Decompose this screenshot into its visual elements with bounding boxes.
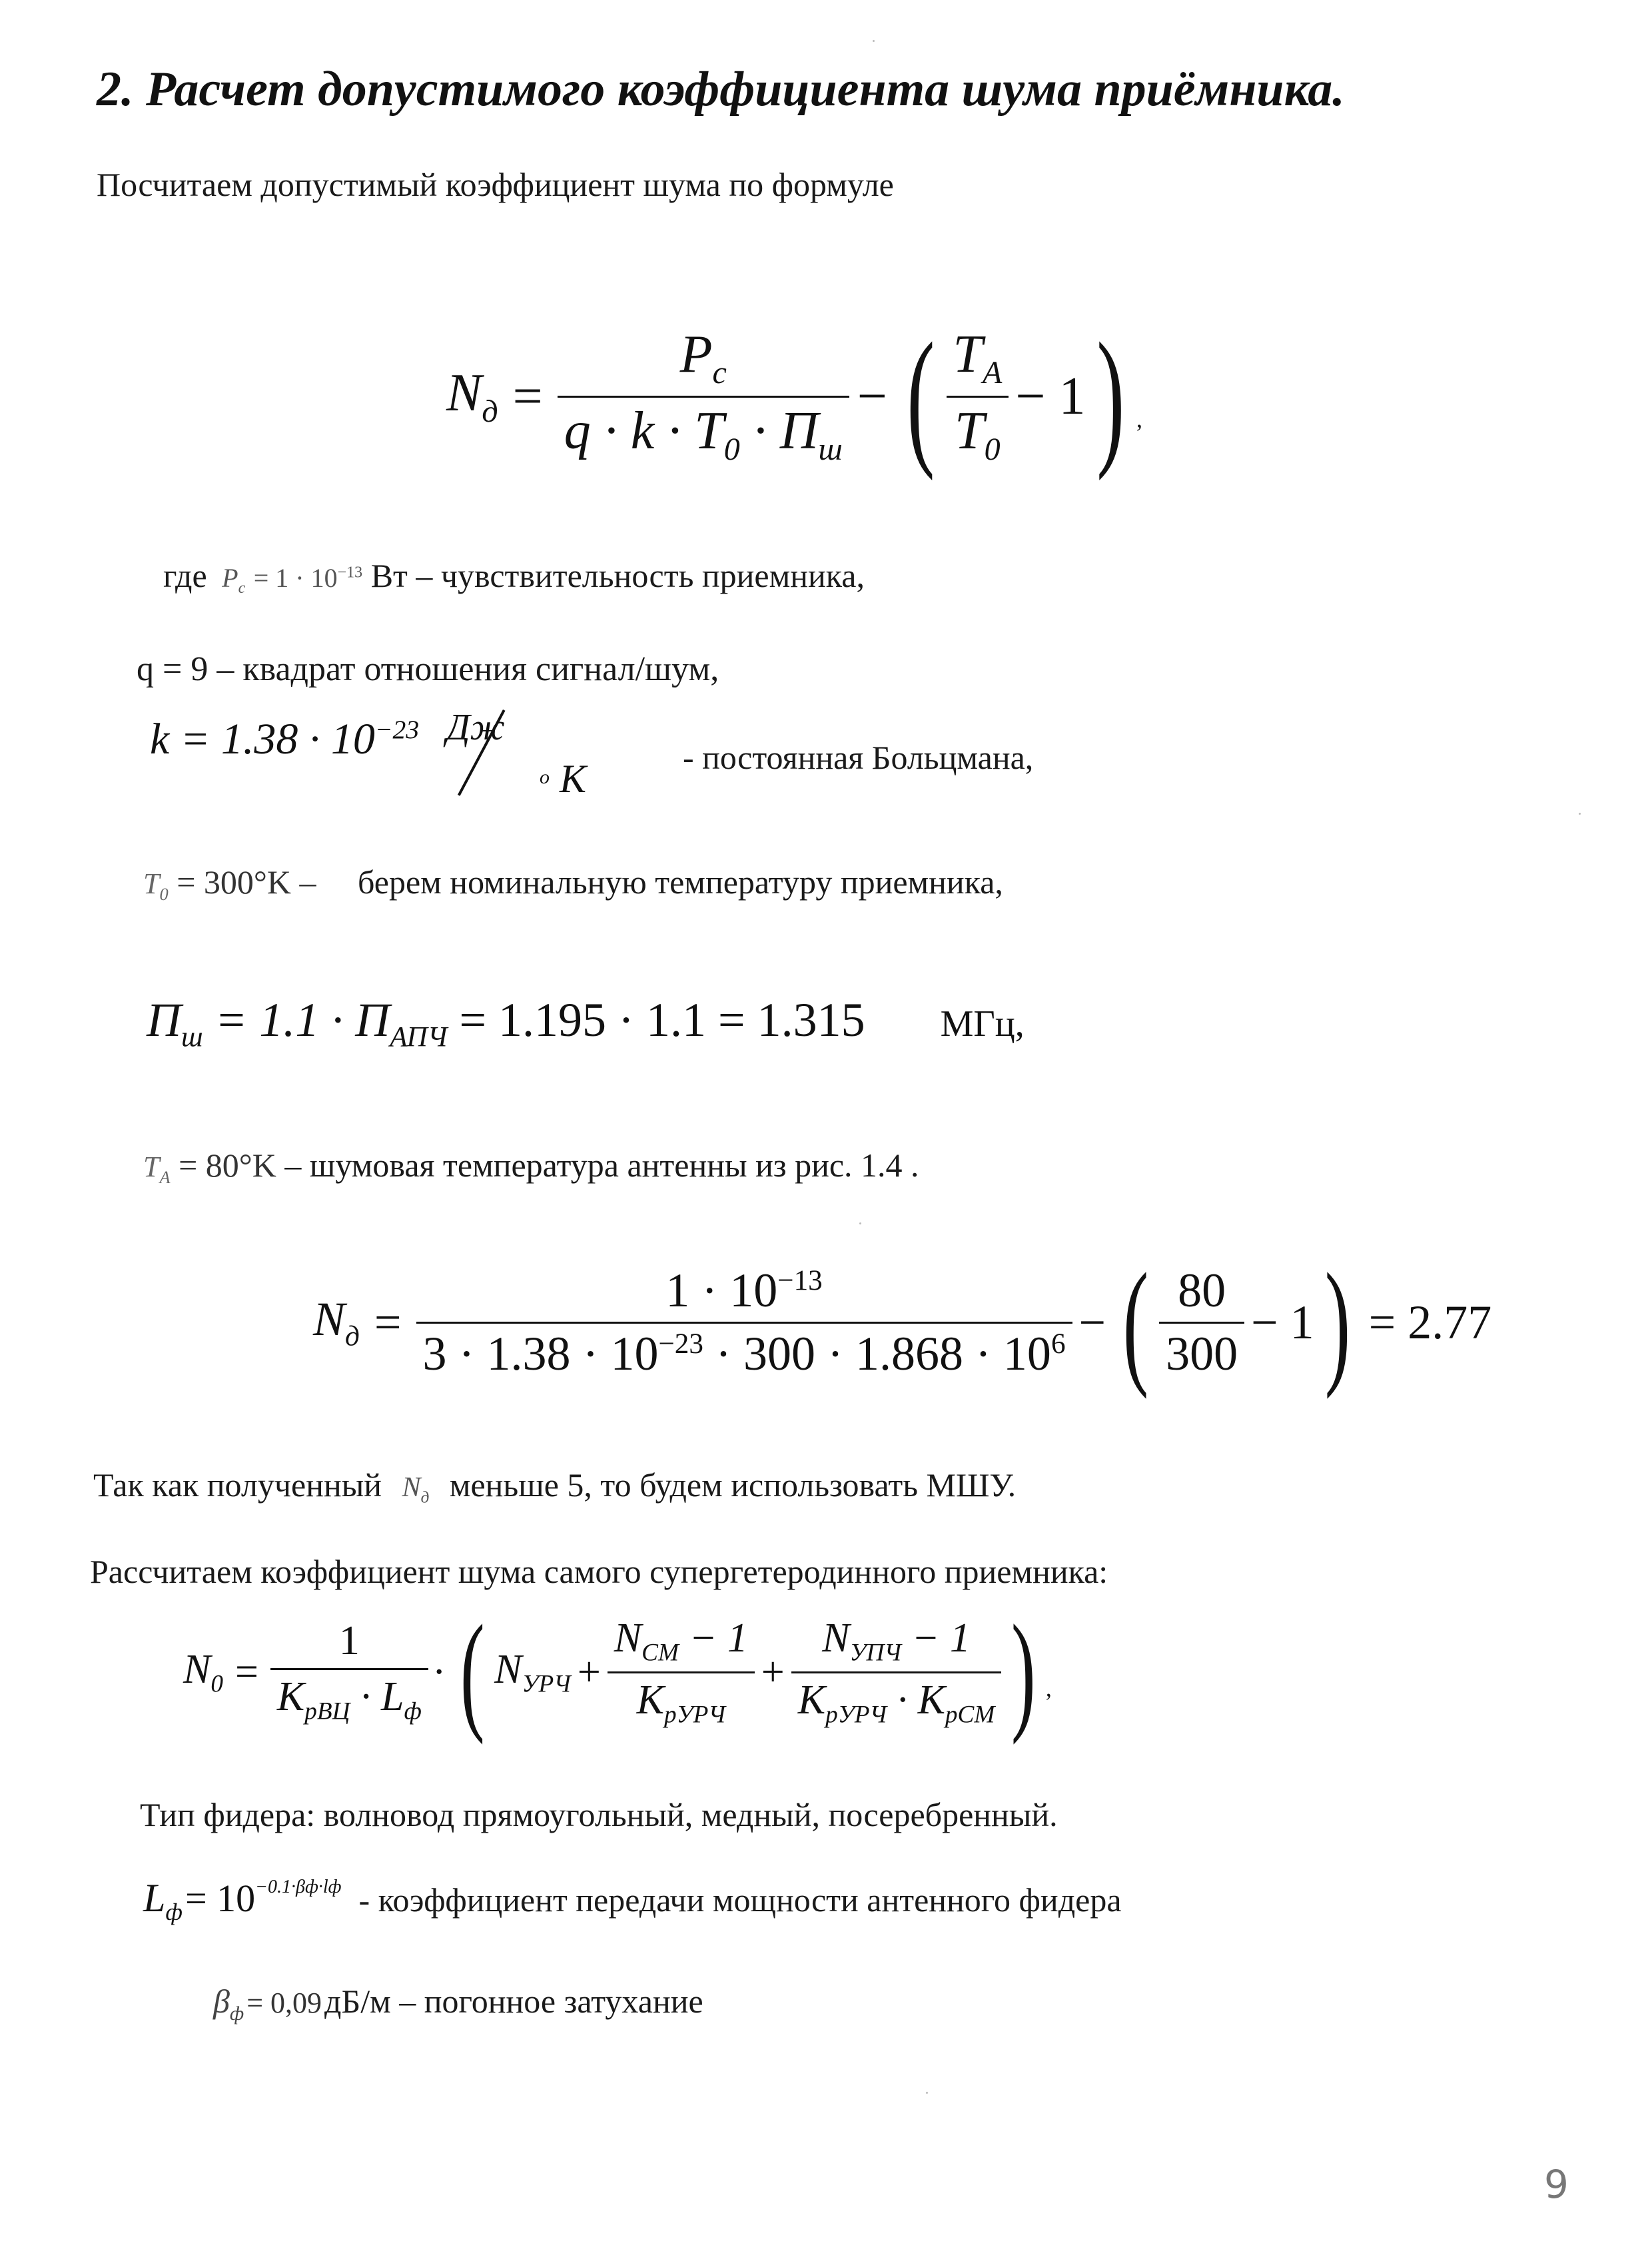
calc-line: Рассчитаем коэффициент шума самого супергетеродинного приемника:	[90, 1553, 1108, 1590]
formula1-numerator: $P_c$	[679, 325, 727, 391]
right-paren: )	[1011, 1598, 1036, 1745]
right-paren: )	[1324, 1245, 1350, 1400]
left-paren: (	[1122, 1245, 1149, 1400]
formula3-second-fraction: $\frac{N_{СМ} - 1}{K_{рУРЧ}}$	[608, 1617, 755, 1727]
scan-speck	[926, 2092, 928, 2094]
fraction-bar	[270, 1668, 428, 1670]
formula2-main-fraction: $\frac{1 \cdot 10^{-13}}{3 \cdot 1.38 \cdot 10^{-23} \cdot 300 \cdot 1.868 \cdot 10^6}$	[416, 1266, 1072, 1379]
fraction-bar	[558, 396, 849, 398]
sensitivity-line: где $P_c = 1 \cdot 10^{-13}$ Вт – чувствительность приемника,	[163, 557, 865, 597]
feeder-type-line: Тип фидера: волновод прямоугольный, медный, посеребренный.	[140, 1796, 1058, 1833]
attenuation-line: $\beta_ф = 0,09$ дБ/м – погонное затухание	[213, 1983, 703, 2025]
formula2-inner-fraction: $\frac{80}{300}$	[1159, 1266, 1244, 1379]
formula1-comma: ,	[1136, 406, 1143, 432]
unit-degree: o	[540, 766, 550, 788]
formula-numeric: $N_д$ = $\frac{1 \cdot 10^{-13}}{3 \cdot 1.38 \cdot 10^{-23} \cdot 300 \cdot 1.868 \cdot 10^6}$ − ( $\frac{80}{300}$ − 1 ) = 2.77	[313, 1245, 1492, 1400]
minus-sign: −	[857, 366, 887, 426]
fraction-bar	[416, 1322, 1072, 1324]
formula1-inner-numerator: $T_A$	[953, 325, 1003, 391]
left-paren: (	[460, 1598, 485, 1745]
intro-text: Посчитаем допустимый коэффициент шума по формуле	[97, 166, 894, 203]
fraction-bar	[1159, 1322, 1244, 1324]
formula1-inner-denominator: $T_0$	[955, 401, 1001, 467]
scan-speck	[873, 40, 875, 42]
equals-sign: =	[512, 366, 543, 426]
unit-denominator: K	[560, 757, 587, 801]
left-paren: (	[907, 311, 935, 481]
fraction-bar	[608, 1671, 755, 1673]
formula2-result: = 2.77	[1368, 1295, 1492, 1349]
formula1-inner-fraction	[947, 326, 1009, 466]
bandwidth-line: $П_ш = 1.1 \cdot П_{АПЧ} = 1.195 \cdot 1.1 = 1.315$ МГц,	[147, 993, 1025, 1053]
formula1-main-fraction	[558, 326, 849, 466]
scan-speck	[1579, 813, 1581, 815]
ta-line: $T_A = 80^\circ K$ – шумовая температура антенны из рис. 1.4 .	[143, 1146, 919, 1187]
formula1-lhs: $N_д$	[446, 364, 498, 429]
q-line: q = 9 – квадрат отношения сигнал/шум,	[137, 650, 719, 688]
boltzmann-formula: $k = 1.38 \cdot 10^{-23}$	[150, 715, 420, 763]
boltzmann-line	[150, 706, 1149, 806]
unit-numerator: Дж	[446, 707, 505, 748]
fraction-bar	[947, 396, 1009, 398]
page-number: 9	[1544, 2162, 1569, 2207]
formula1-minus-one: − 1	[1015, 366, 1086, 426]
conclusion-line: Так как полученный $N_д$ меньше 5, то будем использовать МШУ.	[93, 1466, 1017, 1507]
boltzmann-desc: - постоянная Больцмана,	[683, 739, 1034, 776]
section-heading: 2. Расчет допустимого коэффициента шума приёмника.	[97, 62, 1345, 117]
formula-receiver-noise: $N_0$ = $\frac{1}{K_{рВЦ} \cdot L_ф}$ · ( $N_{УРЧ}$ + $\frac{N_{СМ} - 1}{K_{рУРЧ}}$ + $\frac{N_{УПЧ} - 1}{K_{рУРЧ} \cdot K_{рСМ}}$ ) ,	[183, 1598, 1052, 1745]
feeder-transfer-line: $L_ф = 10^{-0.1\cdot\beta ф\cdot lф}$ - коэффициент передачи мощности антенного фидера	[143, 1876, 1122, 1925]
right-paren: )	[1096, 311, 1125, 481]
scan-speck	[859, 1222, 861, 1224]
formula-noise-factor	[446, 311, 1143, 481]
fraction-bar	[791, 1671, 1002, 1673]
t0-line: $T_0 = 300^\circ K$ – берем номинальную температуру приемника,	[143, 863, 1003, 904]
formula3-first-fraction: $\frac{1}{K_{рВЦ} \cdot L_ф}$	[270, 1619, 428, 1725]
formula3-third-fraction: $\frac{N_{УПЧ} - 1}{K_{рУРЧ} \cdot K_{рСМ}}$	[791, 1617, 1002, 1727]
formula1-denominator: $q \cdot k \cdot T_0 \cdot П_ш$	[564, 401, 843, 467]
